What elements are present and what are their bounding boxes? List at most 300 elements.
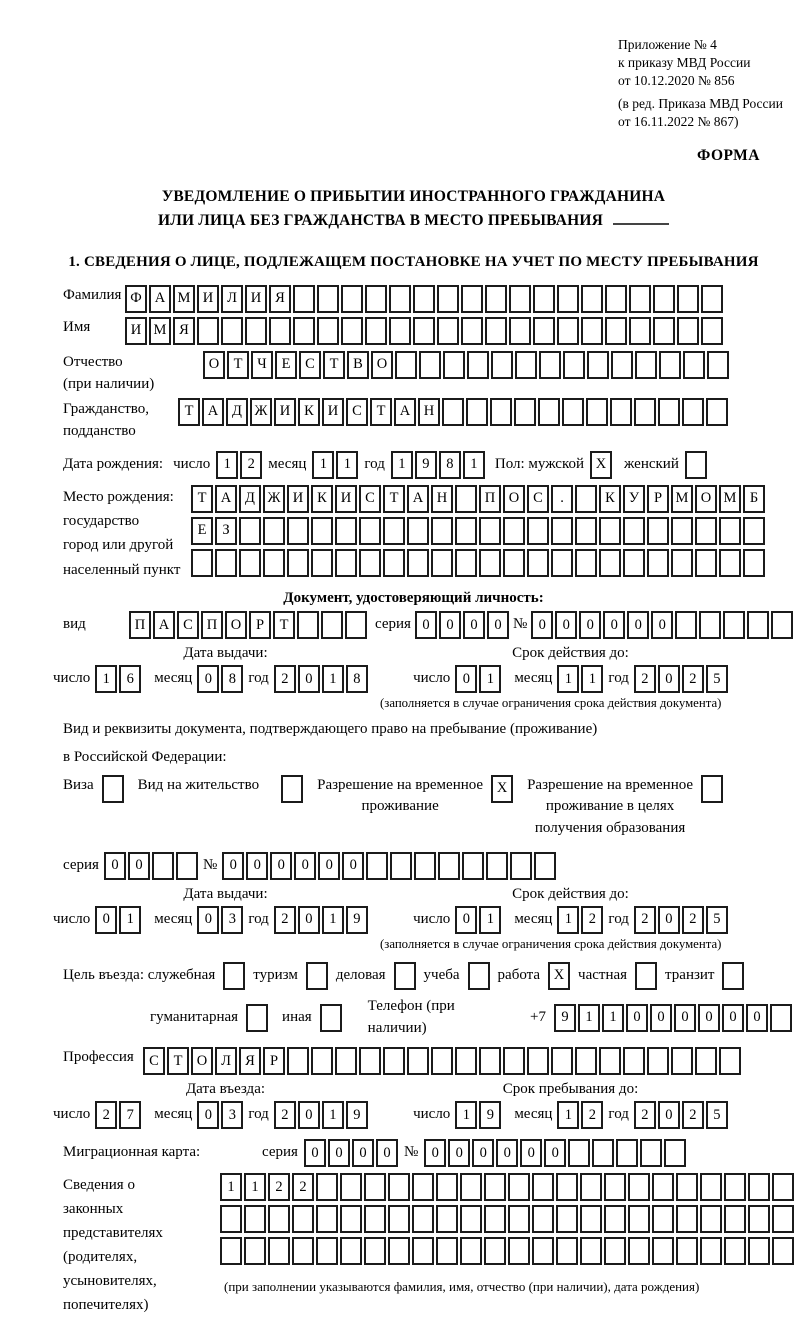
form-cell[interactable]: 0 bbox=[555, 611, 577, 639]
form-cell[interactable] bbox=[747, 611, 769, 639]
form-cell[interactable] bbox=[244, 1237, 266, 1265]
form-cell[interactable]: М bbox=[149, 317, 171, 345]
form-cell[interactable] bbox=[557, 317, 579, 345]
form-cell[interactable] bbox=[455, 485, 477, 513]
form-cell[interactable] bbox=[562, 398, 584, 426]
form-cell[interactable] bbox=[508, 1173, 530, 1201]
form-cell[interactable] bbox=[407, 549, 429, 577]
form-cell[interactable] bbox=[479, 549, 501, 577]
form-cell[interactable] bbox=[287, 549, 309, 577]
form-cell[interactable] bbox=[484, 1237, 506, 1265]
form-cell[interactable] bbox=[365, 317, 387, 345]
form-cell[interactable] bbox=[563, 351, 585, 379]
form-cell[interactable]: 1 bbox=[322, 665, 344, 693]
form-cell[interactable] bbox=[486, 852, 508, 880]
form-cell[interactable]: Т bbox=[273, 611, 295, 639]
form-cell[interactable] bbox=[629, 285, 651, 313]
form-cell[interactable]: О bbox=[371, 351, 393, 379]
form-cell[interactable] bbox=[532, 1173, 554, 1201]
form-cell[interactable] bbox=[695, 1047, 717, 1075]
form-cell[interactable]: 2 bbox=[581, 906, 603, 934]
form-cell[interactable] bbox=[197, 317, 219, 345]
form-cell[interactable] bbox=[509, 317, 531, 345]
form-cell[interactable] bbox=[770, 1004, 792, 1032]
form-cell[interactable] bbox=[321, 611, 343, 639]
form-cell[interactable]: 1 bbox=[312, 451, 334, 479]
residence-permit-checkbox[interactable] bbox=[281, 775, 303, 803]
form-cell[interactable] bbox=[616, 1139, 638, 1167]
form-cell[interactable] bbox=[341, 285, 363, 313]
form-cell[interactable] bbox=[485, 317, 507, 345]
form-cell[interactable] bbox=[653, 317, 675, 345]
form-cell[interactable] bbox=[700, 1173, 722, 1201]
form-cell[interactable] bbox=[345, 611, 367, 639]
purpose-other-checkbox[interactable] bbox=[320, 1004, 342, 1032]
form-cell[interactable]: Я bbox=[173, 317, 195, 345]
form-cell[interactable] bbox=[359, 549, 381, 577]
form-cell[interactable]: 0 bbox=[246, 852, 268, 880]
form-cell[interactable]: Б bbox=[743, 485, 765, 513]
form-cell[interactable] bbox=[510, 852, 532, 880]
form-cell[interactable] bbox=[652, 1205, 674, 1233]
form-cell[interactable] bbox=[316, 1173, 338, 1201]
form-cell[interactable]: 1 bbox=[220, 1173, 242, 1201]
form-cell[interactable]: 2 bbox=[581, 1101, 603, 1129]
form-cell[interactable]: М bbox=[719, 485, 741, 513]
form-cell[interactable]: 0 bbox=[650, 1004, 672, 1032]
form-cell[interactable]: 0 bbox=[627, 611, 649, 639]
form-cell[interactable]: С bbox=[299, 351, 321, 379]
form-cell[interactable]: И bbox=[245, 285, 267, 313]
form-cell[interactable] bbox=[706, 398, 728, 426]
form-cell[interactable] bbox=[413, 285, 435, 313]
form-cell[interactable] bbox=[623, 1047, 645, 1075]
form-cell[interactable]: 1 bbox=[391, 451, 413, 479]
form-cell[interactable] bbox=[658, 398, 680, 426]
form-cell[interactable]: 0 bbox=[197, 906, 219, 934]
form-cell[interactable] bbox=[407, 1047, 429, 1075]
form-cell[interactable] bbox=[532, 1205, 554, 1233]
form-cell[interactable]: 1 bbox=[244, 1173, 266, 1201]
form-cell[interactable] bbox=[628, 1237, 650, 1265]
form-cell[interactable]: Н bbox=[418, 398, 440, 426]
form-cell[interactable] bbox=[581, 285, 603, 313]
form-cell[interactable]: 0 bbox=[698, 1004, 720, 1032]
form-cell[interactable] bbox=[599, 549, 621, 577]
form-cell[interactable]: 2 bbox=[268, 1173, 290, 1201]
form-cell[interactable]: 0 bbox=[463, 611, 485, 639]
form-cell[interactable]: А bbox=[202, 398, 224, 426]
purpose-work-checkbox[interactable]: X bbox=[548, 962, 570, 990]
form-cell[interactable]: И bbox=[125, 317, 147, 345]
form-cell[interactable]: 0 bbox=[746, 1004, 768, 1032]
form-cell[interactable]: 2 bbox=[682, 665, 704, 693]
form-cell[interactable] bbox=[461, 285, 483, 313]
form-cell[interactable]: 2 bbox=[274, 1101, 296, 1129]
form-cell[interactable] bbox=[557, 285, 579, 313]
form-cell[interactable]: 0 bbox=[352, 1139, 374, 1167]
form-cell[interactable] bbox=[221, 317, 243, 345]
form-cell[interactable] bbox=[664, 1139, 686, 1167]
form-cell[interactable]: 1 bbox=[602, 1004, 624, 1032]
form-cell[interactable]: 0 bbox=[128, 852, 150, 880]
form-cell[interactable] bbox=[647, 1047, 669, 1075]
form-cell[interactable] bbox=[723, 611, 745, 639]
form-cell[interactable]: Н bbox=[431, 485, 453, 513]
form-cell[interactable] bbox=[580, 1173, 602, 1201]
form-cell[interactable]: 0 bbox=[342, 852, 364, 880]
form-cell[interactable]: 1 bbox=[479, 665, 501, 693]
form-cell[interactable] bbox=[293, 317, 315, 345]
form-cell[interactable] bbox=[701, 285, 723, 313]
form-cell[interactable]: 0 bbox=[304, 1139, 326, 1167]
form-cell[interactable]: 0 bbox=[455, 665, 477, 693]
form-cell[interactable] bbox=[724, 1237, 746, 1265]
gender-male-checkbox[interactable]: X bbox=[590, 451, 612, 479]
form-cell[interactable] bbox=[695, 517, 717, 545]
form-cell[interactable] bbox=[364, 1237, 386, 1265]
form-cell[interactable] bbox=[568, 1139, 590, 1167]
form-cell[interactable] bbox=[527, 1047, 549, 1075]
form-cell[interactable] bbox=[653, 285, 675, 313]
form-cell[interactable] bbox=[484, 1173, 506, 1201]
form-cell[interactable]: А bbox=[149, 285, 171, 313]
form-cell[interactable]: 0 bbox=[544, 1139, 566, 1167]
form-cell[interactable] bbox=[682, 398, 704, 426]
form-cell[interactable]: А bbox=[394, 398, 416, 426]
form-cell[interactable]: 5 bbox=[706, 906, 728, 934]
form-cell[interactable] bbox=[580, 1237, 602, 1265]
form-cell[interactable] bbox=[413, 317, 435, 345]
form-cell[interactable] bbox=[551, 1047, 573, 1075]
form-cell[interactable]: 0 bbox=[298, 665, 320, 693]
form-cell[interactable]: О bbox=[503, 485, 525, 513]
form-cell[interactable]: 9 bbox=[346, 1101, 368, 1129]
form-cell[interactable] bbox=[490, 398, 512, 426]
form-cell[interactable]: О bbox=[225, 611, 247, 639]
edu-permit-checkbox[interactable] bbox=[701, 775, 723, 803]
form-cell[interactable]: 9 bbox=[554, 1004, 576, 1032]
form-cell[interactable]: 2 bbox=[634, 906, 656, 934]
form-cell[interactable]: 0 bbox=[197, 665, 219, 693]
form-cell[interactable] bbox=[335, 549, 357, 577]
form-cell[interactable] bbox=[292, 1237, 314, 1265]
form-cell[interactable]: 9 bbox=[479, 1101, 501, 1129]
form-cell[interactable] bbox=[297, 611, 319, 639]
form-cell[interactable] bbox=[539, 351, 561, 379]
form-cell[interactable] bbox=[191, 549, 213, 577]
form-cell[interactable] bbox=[592, 1139, 614, 1167]
form-cell[interactable] bbox=[671, 549, 693, 577]
form-cell[interactable]: Ж bbox=[263, 485, 285, 513]
form-cell[interactable] bbox=[383, 1047, 405, 1075]
form-cell[interactable] bbox=[514, 398, 536, 426]
form-cell[interactable]: С bbox=[346, 398, 368, 426]
form-cell[interactable] bbox=[700, 1237, 722, 1265]
form-cell[interactable] bbox=[515, 351, 537, 379]
form-cell[interactable]: Р bbox=[249, 611, 271, 639]
form-cell[interactable] bbox=[772, 1205, 794, 1233]
form-cell[interactable]: 1 bbox=[557, 665, 579, 693]
form-cell[interactable] bbox=[748, 1173, 770, 1201]
form-cell[interactable]: Т bbox=[178, 398, 200, 426]
form-cell[interactable] bbox=[556, 1237, 578, 1265]
form-cell[interactable] bbox=[383, 549, 405, 577]
form-cell[interactable] bbox=[340, 1237, 362, 1265]
purpose-study-checkbox[interactable] bbox=[468, 962, 490, 990]
form-cell[interactable]: Д bbox=[226, 398, 248, 426]
form-cell[interactable] bbox=[316, 1237, 338, 1265]
form-cell[interactable]: 0 bbox=[376, 1139, 398, 1167]
form-cell[interactable]: 0 bbox=[472, 1139, 494, 1167]
form-cell[interactable]: 0 bbox=[658, 906, 680, 934]
form-cell[interactable] bbox=[719, 517, 741, 545]
form-cell[interactable] bbox=[438, 852, 460, 880]
form-cell[interactable]: 0 bbox=[318, 852, 340, 880]
form-cell[interactable] bbox=[437, 285, 459, 313]
form-cell[interactable]: Т bbox=[227, 351, 249, 379]
form-cell[interactable] bbox=[431, 1047, 453, 1075]
form-cell[interactable] bbox=[215, 549, 237, 577]
form-cell[interactable] bbox=[220, 1237, 242, 1265]
form-cell[interactable] bbox=[508, 1205, 530, 1233]
form-cell[interactable]: 5 bbox=[706, 665, 728, 693]
form-cell[interactable] bbox=[436, 1237, 458, 1265]
form-cell[interactable] bbox=[599, 517, 621, 545]
form-cell[interactable]: 0 bbox=[455, 906, 477, 934]
form-cell[interactable]: Д bbox=[239, 485, 261, 513]
form-cell[interactable] bbox=[335, 1047, 357, 1075]
form-cell[interactable]: З bbox=[215, 517, 237, 545]
form-cell[interactable] bbox=[462, 852, 484, 880]
form-cell[interactable]: Е bbox=[191, 517, 213, 545]
form-cell[interactable]: 1 bbox=[479, 906, 501, 934]
form-cell[interactable] bbox=[239, 549, 261, 577]
form-cell[interactable]: Я bbox=[239, 1047, 261, 1075]
form-cell[interactable] bbox=[527, 549, 549, 577]
form-cell[interactable]: 3 bbox=[221, 906, 243, 934]
form-cell[interactable] bbox=[317, 285, 339, 313]
form-cell[interactable]: Т bbox=[191, 485, 213, 513]
form-cell[interactable] bbox=[479, 517, 501, 545]
form-cell[interactable] bbox=[390, 852, 412, 880]
form-cell[interactable] bbox=[263, 517, 285, 545]
form-cell[interactable] bbox=[748, 1237, 770, 1265]
form-cell[interactable]: Т bbox=[323, 351, 345, 379]
form-cell[interactable] bbox=[341, 317, 363, 345]
form-cell[interactable]: К bbox=[298, 398, 320, 426]
form-cell[interactable] bbox=[628, 1205, 650, 1233]
form-cell[interactable]: 2 bbox=[682, 1101, 704, 1129]
form-cell[interactable] bbox=[244, 1205, 266, 1233]
form-cell[interactable] bbox=[364, 1205, 386, 1233]
form-cell[interactable] bbox=[340, 1173, 362, 1201]
form-cell[interactable]: М bbox=[173, 285, 195, 313]
form-cell[interactable] bbox=[455, 549, 477, 577]
form-cell[interactable]: К bbox=[311, 485, 333, 513]
form-cell[interactable]: 1 bbox=[336, 451, 358, 479]
form-cell[interactable] bbox=[287, 517, 309, 545]
form-cell[interactable]: 2 bbox=[240, 451, 262, 479]
form-cell[interactable] bbox=[611, 351, 633, 379]
form-cell[interactable]: 0 bbox=[579, 611, 601, 639]
form-cell[interactable]: Я bbox=[269, 285, 291, 313]
form-cell[interactable] bbox=[700, 1205, 722, 1233]
form-cell[interactable]: 8 bbox=[221, 665, 243, 693]
form-cell[interactable] bbox=[311, 1047, 333, 1075]
form-cell[interactable] bbox=[683, 351, 705, 379]
form-cell[interactable]: 0 bbox=[651, 611, 673, 639]
form-cell[interactable] bbox=[671, 1047, 693, 1075]
form-cell[interactable]: 0 bbox=[294, 852, 316, 880]
form-cell[interactable] bbox=[556, 1205, 578, 1233]
form-cell[interactable] bbox=[534, 852, 556, 880]
form-cell[interactable]: Т bbox=[383, 485, 405, 513]
form-cell[interactable]: А bbox=[407, 485, 429, 513]
purpose-private-checkbox[interactable] bbox=[635, 962, 657, 990]
form-cell[interactable] bbox=[460, 1173, 482, 1201]
form-cell[interactable] bbox=[647, 549, 669, 577]
form-cell[interactable] bbox=[575, 517, 597, 545]
form-cell[interactable]: О bbox=[191, 1047, 213, 1075]
form-cell[interactable]: П bbox=[201, 611, 223, 639]
form-cell[interactable] bbox=[503, 517, 525, 545]
form-cell[interactable]: 9 bbox=[346, 906, 368, 934]
form-cell[interactable] bbox=[152, 852, 174, 880]
purpose-official-checkbox[interactable] bbox=[223, 962, 245, 990]
form-cell[interactable] bbox=[724, 1205, 746, 1233]
form-cell[interactable] bbox=[239, 517, 261, 545]
form-cell[interactable] bbox=[605, 285, 627, 313]
form-cell[interactable]: 2 bbox=[274, 906, 296, 934]
form-cell[interactable] bbox=[479, 1047, 501, 1075]
form-cell[interactable] bbox=[701, 317, 723, 345]
form-cell[interactable] bbox=[287, 1047, 309, 1075]
form-cell[interactable]: 0 bbox=[487, 611, 509, 639]
form-cell[interactable] bbox=[724, 1173, 746, 1201]
form-cell[interactable] bbox=[503, 1047, 525, 1075]
form-cell[interactable]: 0 bbox=[603, 611, 625, 639]
form-cell[interactable]: И bbox=[197, 285, 219, 313]
form-cell[interactable] bbox=[580, 1205, 602, 1233]
form-cell[interactable] bbox=[366, 852, 388, 880]
form-cell[interactable] bbox=[623, 517, 645, 545]
form-cell[interactable] bbox=[412, 1205, 434, 1233]
form-cell[interactable]: 2 bbox=[634, 665, 656, 693]
form-cell[interactable]: 1 bbox=[557, 1101, 579, 1129]
form-cell[interactable]: 0 bbox=[415, 611, 437, 639]
form-cell[interactable] bbox=[431, 549, 453, 577]
form-cell[interactable] bbox=[383, 517, 405, 545]
form-cell[interactable]: 2 bbox=[682, 906, 704, 934]
form-cell[interactable]: У bbox=[623, 485, 645, 513]
form-cell[interactable] bbox=[263, 549, 285, 577]
form-cell[interactable] bbox=[389, 317, 411, 345]
form-cell[interactable]: Ч bbox=[251, 351, 273, 379]
form-cell[interactable] bbox=[460, 1205, 482, 1233]
form-cell[interactable] bbox=[695, 549, 717, 577]
form-cell[interactable] bbox=[640, 1139, 662, 1167]
form-cell[interactable] bbox=[412, 1237, 434, 1265]
form-cell[interactable]: К bbox=[599, 485, 621, 513]
form-cell[interactable]: С bbox=[527, 485, 549, 513]
form-cell[interactable]: 1 bbox=[455, 1101, 477, 1129]
form-cell[interactable]: 8 bbox=[346, 665, 368, 693]
form-cell[interactable] bbox=[532, 1237, 554, 1265]
form-cell[interactable] bbox=[748, 1205, 770, 1233]
form-cell[interactable]: 1 bbox=[581, 665, 603, 693]
form-cell[interactable] bbox=[485, 285, 507, 313]
form-cell[interactable] bbox=[466, 398, 488, 426]
form-cell[interactable] bbox=[455, 517, 477, 545]
form-cell[interactable] bbox=[484, 1205, 506, 1233]
form-cell[interactable]: 3 bbox=[221, 1101, 243, 1129]
form-cell[interactable] bbox=[719, 549, 741, 577]
form-cell[interactable]: О bbox=[203, 351, 225, 379]
form-cell[interactable] bbox=[533, 285, 555, 313]
form-cell[interactable]: О bbox=[695, 485, 717, 513]
form-cell[interactable]: И bbox=[322, 398, 344, 426]
form-cell[interactable]: Л bbox=[221, 285, 243, 313]
form-cell[interactable] bbox=[268, 1237, 290, 1265]
form-cell[interactable] bbox=[772, 1173, 794, 1201]
form-cell[interactable]: 0 bbox=[531, 611, 553, 639]
form-cell[interactable] bbox=[635, 351, 657, 379]
form-cell[interactable] bbox=[508, 1237, 530, 1265]
form-cell[interactable] bbox=[575, 549, 597, 577]
form-cell[interactable] bbox=[395, 351, 417, 379]
form-cell[interactable] bbox=[743, 549, 765, 577]
form-cell[interactable]: 1 bbox=[322, 1101, 344, 1129]
form-cell[interactable] bbox=[220, 1205, 242, 1233]
form-cell[interactable] bbox=[388, 1173, 410, 1201]
form-cell[interactable]: 0 bbox=[298, 1101, 320, 1129]
form-cell[interactable] bbox=[533, 317, 555, 345]
form-cell[interactable] bbox=[629, 317, 651, 345]
form-cell[interactable]: П bbox=[479, 485, 501, 513]
form-cell[interactable]: 1 bbox=[463, 451, 485, 479]
form-cell[interactable] bbox=[527, 517, 549, 545]
form-cell[interactable]: 7 bbox=[119, 1101, 141, 1129]
form-cell[interactable] bbox=[676, 1205, 698, 1233]
form-cell[interactable] bbox=[245, 317, 267, 345]
purpose-tourism-checkbox[interactable] bbox=[306, 962, 328, 990]
form-cell[interactable] bbox=[623, 549, 645, 577]
form-cell[interactable]: 2 bbox=[274, 665, 296, 693]
form-cell[interactable] bbox=[677, 285, 699, 313]
form-cell[interactable]: 2 bbox=[292, 1173, 314, 1201]
form-cell[interactable] bbox=[317, 317, 339, 345]
form-cell[interactable]: 1 bbox=[557, 906, 579, 934]
form-cell[interactable]: 0 bbox=[222, 852, 244, 880]
form-cell[interactable] bbox=[388, 1205, 410, 1233]
form-cell[interactable] bbox=[551, 549, 573, 577]
form-cell[interactable] bbox=[719, 1047, 741, 1075]
form-cell[interactable] bbox=[335, 517, 357, 545]
form-cell[interactable] bbox=[359, 1047, 381, 1075]
form-cell[interactable]: 0 bbox=[448, 1139, 470, 1167]
form-cell[interactable]: 0 bbox=[328, 1139, 350, 1167]
form-cell[interactable]: 0 bbox=[270, 852, 292, 880]
form-cell[interactable] bbox=[359, 517, 381, 545]
form-cell[interactable] bbox=[538, 398, 560, 426]
form-cell[interactable]: Т bbox=[167, 1047, 189, 1075]
form-cell[interactable] bbox=[575, 1047, 597, 1075]
form-cell[interactable] bbox=[455, 1047, 477, 1075]
form-cell[interactable]: 9 bbox=[415, 451, 437, 479]
form-cell[interactable] bbox=[659, 351, 681, 379]
form-cell[interactable] bbox=[509, 285, 531, 313]
